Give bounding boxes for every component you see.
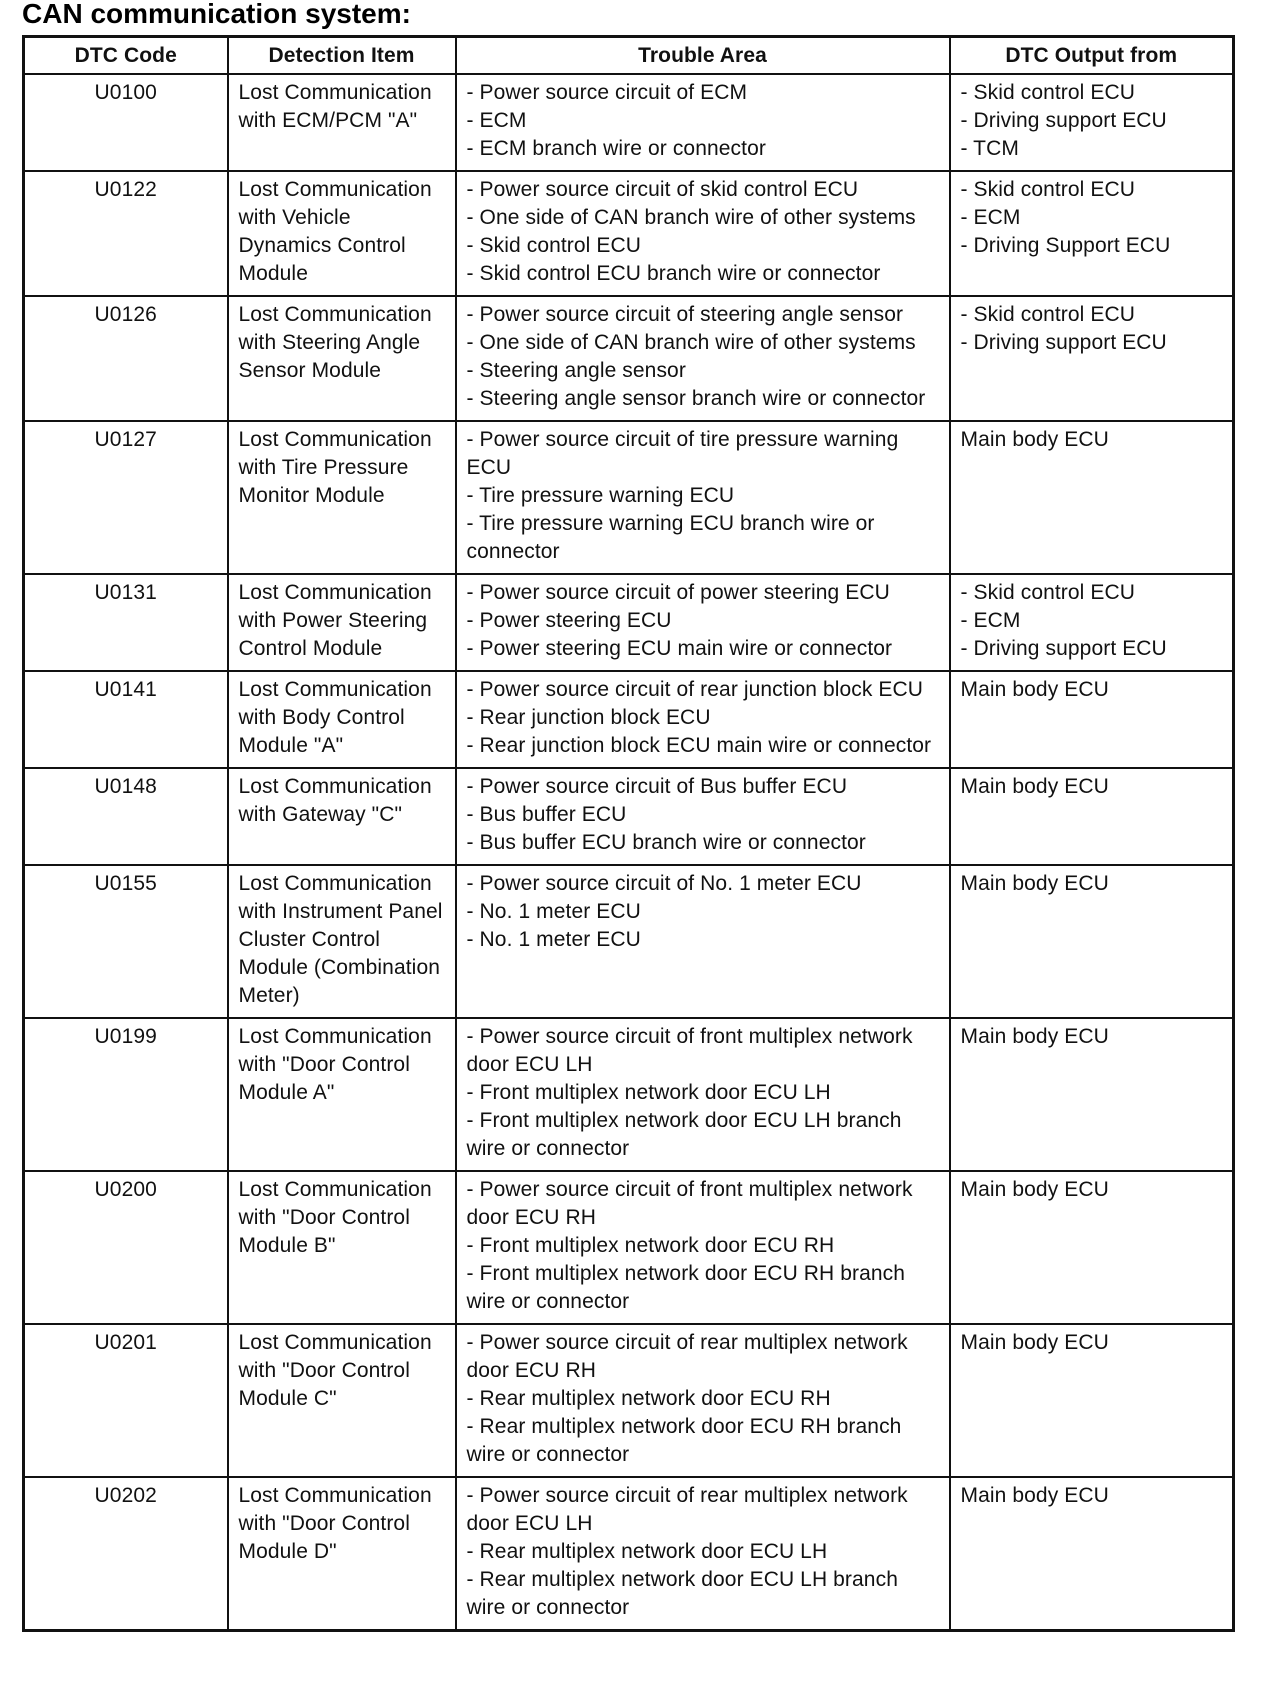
trouble-area-line: - Power source circuit of rear multiplex network door ECU RH	[466, 1331, 908, 1382]
table-row	[24, 1018, 1234, 1171]
trouble-area-line: - Front multiplex network door ECU LH branch wire or connector	[466, 1109, 902, 1160]
trouble-area-line: - No. 1 meter ECU	[466, 900, 641, 923]
trouble-area-cell	[456, 1324, 950, 1477]
trouble-area-cell	[456, 865, 950, 1018]
trouble-area-line: - Rear multiplex network door ECU LH branch wire or connector	[466, 1568, 898, 1619]
table-row	[24, 74, 1234, 171]
dtc-output-line: Main body ECU	[960, 678, 1109, 701]
trouble-area-line: - ECM branch wire or connector	[466, 137, 766, 160]
trouble-area-line: - Power source circuit of rear multiplex network door ECU LH	[466, 1484, 908, 1535]
dtc-output-line: - ECM	[960, 609, 1021, 632]
trouble-area-line: - Power source circuit of skid control ECU	[466, 178, 859, 201]
trouble-area-line: - Power steering ECU main wire or connector	[466, 637, 893, 660]
dtc-output-line: - Driving support ECU	[960, 109, 1167, 132]
dtc-output-cell	[950, 1018, 1234, 1171]
trouble-area-line: - Front multiplex network door ECU RH	[466, 1234, 835, 1257]
dtc-output-line: - Skid control ECU	[960, 81, 1136, 104]
dtc-code-cell: U0141	[24, 671, 228, 768]
detection-item-cell: Lost Communication with "Door Control Module D"	[228, 1477, 456, 1631]
trouble-area-cell	[456, 574, 950, 671]
detection-item-cell: Lost Communication with Body Control Module "A"	[228, 671, 456, 768]
trouble-area-line: - Tire pressure warning ECU branch wire or connector	[466, 512, 875, 563]
dtc-code-cell: U0202	[24, 1477, 228, 1631]
dtc-output-line: Main body ECU	[960, 1178, 1109, 1201]
trouble-area-line: - Rear multiplex network door ECU LH	[466, 1540, 828, 1563]
dtc-output-line: - Skid control ECU	[960, 581, 1136, 604]
trouble-area-line: - Steering angle sensor	[466, 359, 686, 382]
table-row	[24, 421, 1234, 574]
detection-item-cell: Lost Communication with "Door Control Module C"	[228, 1324, 456, 1477]
dtc-output-cell	[950, 171, 1234, 296]
dtc-output-line: Main body ECU	[960, 872, 1109, 895]
dtc-output-line: Main body ECU	[960, 1025, 1109, 1048]
header-detection-item: Detection Item	[228, 37, 456, 75]
dtc-code-cell: U0199	[24, 1018, 228, 1171]
trouble-area-line: - Power steering ECU	[466, 609, 672, 632]
dtc-code-cell: U0201	[24, 1324, 228, 1477]
dtc-output-line: Main body ECU	[960, 775, 1109, 798]
detection-item-cell: Lost Communication with Vehicle Dynamics Control Module	[228, 171, 456, 296]
dtc-output-line: - ECM	[960, 206, 1021, 229]
page-title: CAN communication system:	[22, 0, 411, 29]
dtc-output-line: - TCM	[960, 137, 1019, 160]
trouble-area-cell	[456, 1018, 950, 1171]
dtc-output-line: - Driving support ECU	[960, 331, 1167, 354]
header-dtc-output-from: DTC Output from	[950, 37, 1234, 75]
trouble-area-line: - Power source circuit of power steering ECU	[466, 581, 890, 604]
dtc-output-line: - Skid control ECU	[960, 178, 1136, 201]
trouble-area-line: - Skid control ECU branch wire or connector	[466, 262, 881, 285]
trouble-area-line: - Skid control ECU	[466, 234, 642, 257]
trouble-area-line: - Bus buffer ECU	[466, 803, 627, 826]
detection-item-cell: Lost Communication with Tire Pressure Monitor Module	[228, 421, 456, 574]
detection-item-cell: Lost Communication with "Door Control Module A"	[228, 1018, 456, 1171]
dtc-output-cell	[950, 671, 1234, 768]
trouble-area-cell	[456, 1171, 950, 1324]
dtc-output-cell	[950, 768, 1234, 865]
dtc-output-cell	[950, 74, 1234, 171]
detection-item-cell: Lost Communication with Steering Angle Sensor Module	[228, 296, 456, 421]
table-row	[24, 574, 1234, 671]
trouble-area-line: - Front multiplex network door ECU RH branch wire or connector	[466, 1262, 906, 1313]
trouble-area-cell	[456, 421, 950, 574]
header-dtc-code: DTC Code	[24, 37, 228, 75]
dtc-code-cell: U0127	[24, 421, 228, 574]
trouble-area-line: - Power source circuit of front multiplex network door ECU RH	[466, 1178, 913, 1229]
trouble-area-cell	[456, 74, 950, 171]
dtc-output-line: Main body ECU	[960, 428, 1109, 451]
table-row	[24, 1171, 1234, 1324]
dtc-code-cell: U0131	[24, 574, 228, 671]
trouble-area-line: - Front multiplex network door ECU LH	[466, 1081, 831, 1104]
header-row	[24, 37, 1234, 75]
trouble-area-cell	[456, 171, 950, 296]
trouble-area-line: - One side of CAN branch wire of other systems	[466, 331, 916, 354]
trouble-area-line: - Power source circuit of rear junction block ECU	[466, 678, 924, 701]
trouble-area-cell	[456, 1477, 950, 1631]
detection-item-cell: Lost Communication with ECM/PCM "A"	[228, 74, 456, 171]
trouble-area-line: - Power source circuit of No. 1 meter ECU	[466, 872, 862, 895]
trouble-area-line: - Tire pressure warning ECU	[466, 484, 735, 507]
trouble-area-line: - One side of CAN branch wire of other systems	[466, 206, 916, 229]
trouble-area-line: - Bus buffer ECU branch wire or connector	[466, 831, 866, 854]
table-row	[24, 1477, 1234, 1631]
dtc-output-cell	[950, 421, 1234, 574]
table-row	[24, 671, 1234, 768]
detection-item-cell: Lost Communication with Power Steering Control Module	[228, 574, 456, 671]
trouble-area-line: - ECM	[466, 109, 527, 132]
trouble-area-cell	[456, 768, 950, 865]
dtc-code-cell: U0148	[24, 768, 228, 865]
dtc-code-cell: U0126	[24, 296, 228, 421]
trouble-area-line: - No. 1 meter ECU	[466, 928, 641, 951]
table-row	[24, 1324, 1234, 1477]
trouble-area-line: - Power source circuit of tire pressure warning ECU	[466, 428, 899, 479]
dtc-output-line: Main body ECU	[960, 1331, 1109, 1354]
detection-item-cell: Lost Communication with "Door Control Module B"	[228, 1171, 456, 1324]
dtc-output-line: - Skid control ECU	[960, 303, 1136, 326]
trouble-area-line: - Power source circuit of Bus buffer ECU	[466, 775, 848, 798]
table-row	[24, 296, 1234, 421]
dtc-output-cell	[950, 1477, 1234, 1631]
trouble-area-line: - Power source circuit of ECM	[466, 81, 748, 104]
trouble-area-line: - Power source circuit of steering angle sensor	[466, 303, 904, 326]
detection-item-cell: Lost Communication with Instrument Panel Cluster Control Module (Combination Meter)	[228, 865, 456, 1018]
trouble-area-line: - Rear multiplex network door ECU RH branch wire or connector	[466, 1415, 902, 1466]
table-body	[24, 74, 1234, 1631]
trouble-area-line: - Rear junction block ECU	[466, 706, 711, 729]
dtc-output-cell	[950, 865, 1234, 1018]
trouble-area-line: - Steering angle sensor branch wire or connector	[466, 387, 926, 410]
dtc-table	[22, 35, 1235, 1632]
trouble-area-cell	[456, 296, 950, 421]
trouble-area-cell	[456, 671, 950, 768]
dtc-output-cell	[950, 1171, 1234, 1324]
dtc-code-cell: U0155	[24, 865, 228, 1018]
dtc-output-cell	[950, 574, 1234, 671]
table-header	[24, 37, 1234, 75]
dtc-code-cell: U0122	[24, 171, 228, 296]
detection-item-cell: Lost Communication with Gateway "C"	[228, 768, 456, 865]
header-trouble-area: Trouble Area	[456, 37, 950, 75]
dtc-output-line: - Driving Support ECU	[960, 234, 1171, 257]
table-row	[24, 768, 1234, 865]
dtc-code-cell: U0200	[24, 1171, 228, 1324]
dtc-output-line: Main body ECU	[960, 1484, 1109, 1507]
table-row	[24, 865, 1234, 1018]
dtc-output-cell	[950, 296, 1234, 421]
table-row	[24, 171, 1234, 296]
trouble-area-line: - Rear junction block ECU main wire or connector	[466, 734, 932, 757]
dtc-output-cell	[950, 1324, 1234, 1477]
trouble-area-line: - Power source circuit of front multiplex network door ECU LH	[466, 1025, 913, 1076]
trouble-area-line: - Rear multiplex network door ECU RH	[466, 1387, 831, 1410]
dtc-code-cell: U0100	[24, 74, 228, 171]
dtc-output-line: - Driving support ECU	[960, 637, 1167, 660]
